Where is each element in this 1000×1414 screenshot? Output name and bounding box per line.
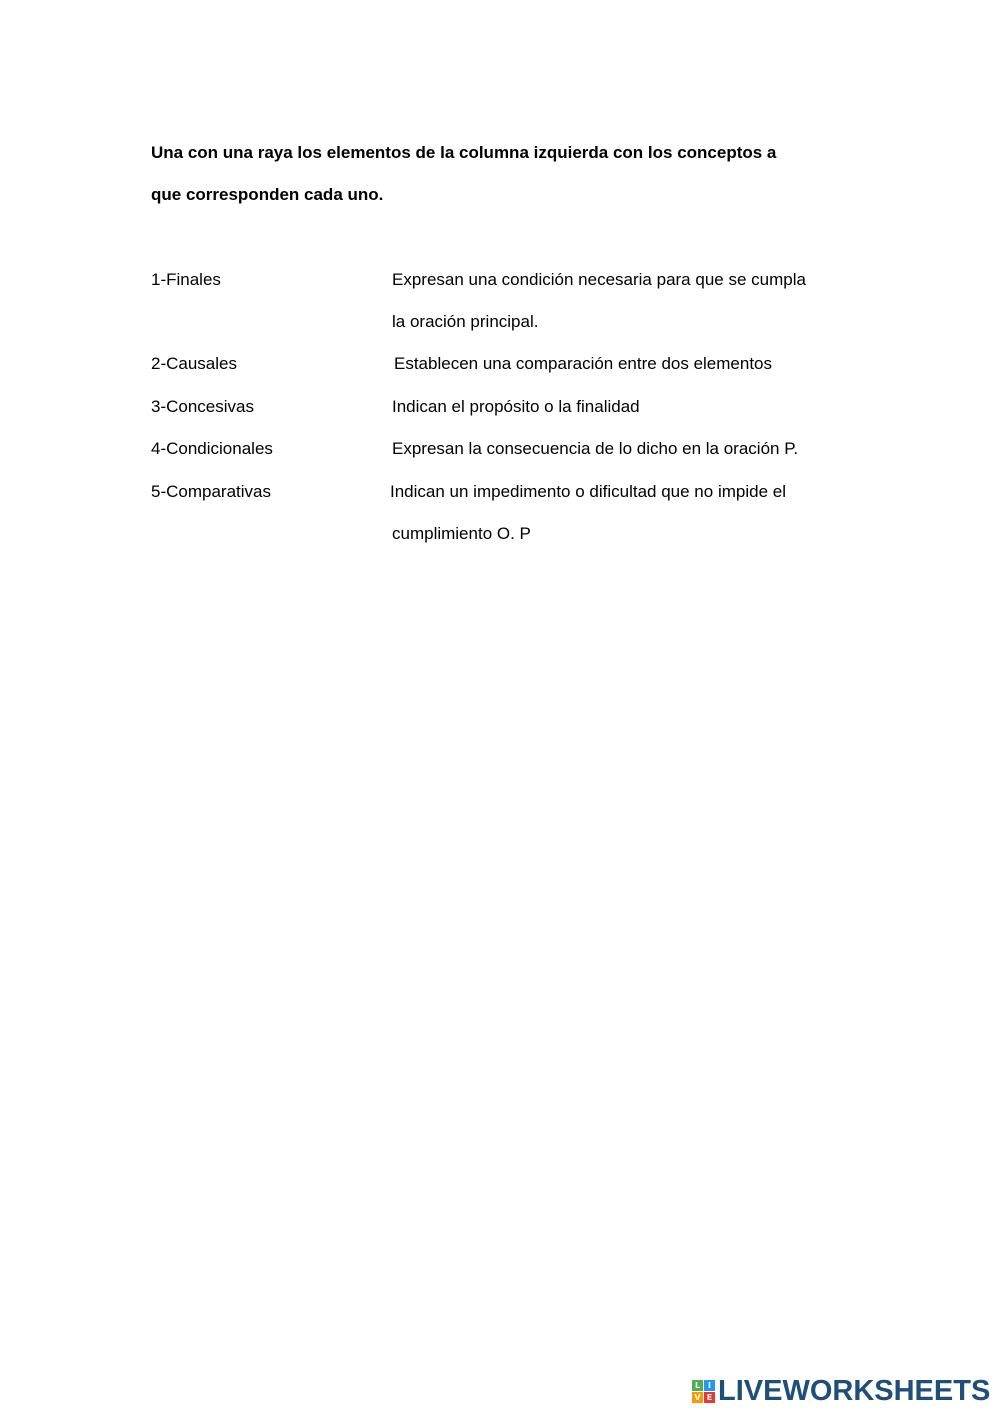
logo-wordmark: LIVEWORKSHEETS (718, 1375, 991, 1407)
right-item-condicion-line-2[interactable]: la oración principal. (392, 312, 539, 331)
right-item-condicion-line-1[interactable]: Expresan una condición necesaria para que se cumpla (392, 270, 806, 289)
liveworksheets-logo (692, 1376, 990, 1406)
right-item-impedimento-line-1[interactable]: Indican un impedimento o dificultad que no impide el (390, 482, 786, 501)
left-item-comparativas[interactable]: 5-Comparativas (151, 482, 271, 501)
instruction-line-2: que corresponden cada uno. (151, 185, 384, 204)
left-item-condicionales[interactable]: 4-Condicionales (151, 439, 273, 458)
logo-letter-v: V (692, 1392, 703, 1403)
left-item-concesivas[interactable]: 3-Concesivas (151, 397, 254, 416)
right-item-consecuencia[interactable]: Expresan la consecuencia de lo dicho en la oración P. (392, 439, 799, 458)
instruction-line-1: Una con una raya los elementos de la columna izquierda con los conceptos a (151, 143, 777, 162)
right-item-proposito[interactable]: Indican el propósito o la finalidad (392, 397, 640, 416)
right-item-impedimento-line-2[interactable]: cumplimiento O. P (392, 524, 531, 543)
right-item-comparacion[interactable]: Establecen una comparación entre dos elementos (394, 354, 773, 373)
live-logo-icon (692, 1380, 715, 1403)
logo-letter-i: I (704, 1380, 715, 1391)
left-item-causales[interactable]: 2-Causales (151, 354, 237, 373)
logo-letter-e: E (704, 1392, 715, 1403)
logo-letter-l: L (692, 1380, 703, 1391)
left-item-finales[interactable]: 1-Finales (151, 270, 221, 289)
